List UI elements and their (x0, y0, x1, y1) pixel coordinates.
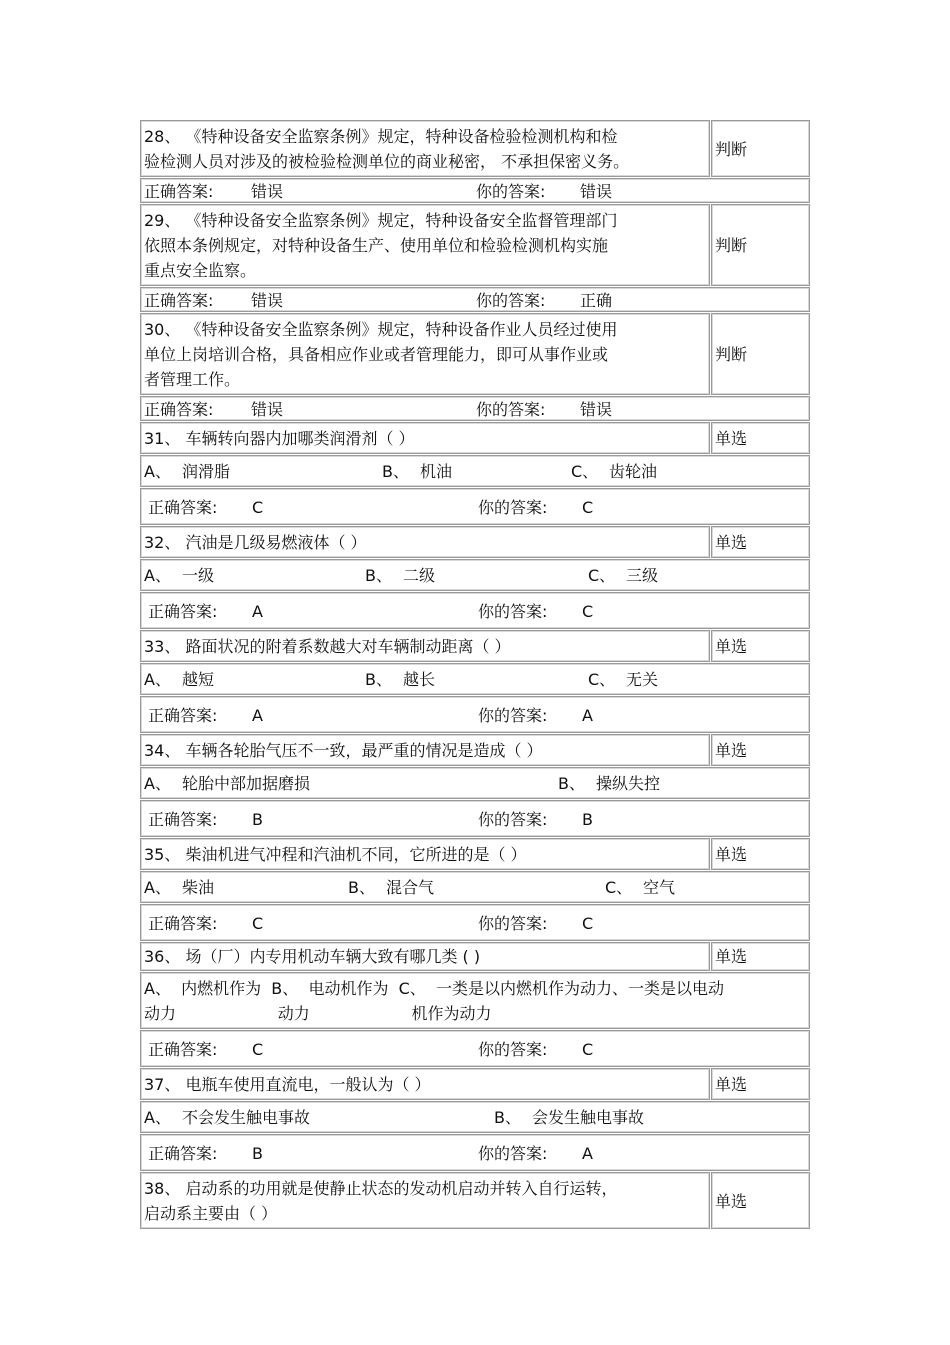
options-row (140, 455, 810, 487)
correct-answer-label: 正确答案: (144, 290, 214, 310)
option-b: B、 二级 (365, 566, 436, 585)
question-text: 37、 电瓶车使用直流电，一般认为（ ） (140, 1068, 710, 1100)
option-a: A、 柴油 (144, 878, 215, 897)
question-type: 单选 (711, 630, 810, 662)
question-row (140, 313, 810, 395)
your-answer-label: 你的答案: (478, 601, 548, 621)
answer-row (140, 287, 810, 312)
option-c: C、 空气 (605, 878, 676, 897)
question-text: 38、 启动系的功用就是使静止状态的发动机启动并转入自行运转， 启动系主要由（ ） (140, 1172, 710, 1229)
question-text: 35、 柴油机进气冲程和汽油机不同，它所进的是（ ） (140, 838, 710, 870)
your-answer-label: 你的答案: (476, 290, 546, 310)
question-row (140, 1068, 810, 1100)
option-b: B、 混合气 (348, 878, 435, 897)
answer-row (140, 488, 810, 525)
option-c: C、 三级 (588, 566, 659, 585)
your-answer-value: 错误 (580, 399, 613, 419)
answer-row (140, 1134, 810, 1171)
your-answer-value: 正确 (580, 290, 613, 310)
option-a: A、 润滑脂 (144, 462, 231, 481)
question-row (140, 1172, 810, 1229)
correct-answer-value: A (252, 601, 263, 621)
your-answer-value: C (582, 913, 594, 933)
question-text: 28、 《特种设备安全监察条例》规定，特种设备检验检测机构和检 验检测人员对涉及的被检验检测单位的商业秘密， 不承担保密义务。 (140, 120, 710, 177)
question-row (140, 204, 810, 286)
options-text: A、 内燃机作为 B、 电动机作为 C、 一类是以内燃机作为动力、一类是以电动 动力 动力 机作为动力 (140, 972, 810, 1029)
your-answer-value: C (582, 1039, 594, 1059)
your-answer-label: 你的答案: (476, 399, 546, 419)
correct-answer-label: 正确答案: (148, 913, 218, 933)
question-text: 31、 车辆转向器内加哪类润滑剂（ ） (140, 422, 710, 454)
options-row (140, 559, 810, 591)
question-row (140, 734, 810, 766)
correct-answer-value: 错误 (251, 290, 284, 310)
correct-answer-value: 错误 (251, 181, 284, 201)
options-row (140, 767, 810, 799)
correct-answer-value: C (252, 1039, 264, 1059)
option-b: B、 越长 (365, 670, 436, 689)
your-answer-label: 你的答案: (478, 705, 548, 725)
options-row (140, 663, 810, 695)
question-row (140, 942, 810, 971)
correct-answer-value: 错误 (251, 399, 284, 419)
your-answer-value: A (582, 705, 593, 725)
correct-answer-value: C (252, 497, 264, 517)
question-text: 32、 汽油是几级易燃液体（ ） (140, 526, 710, 558)
correct-answer-label: 正确答案: (144, 399, 214, 419)
question-type: 判断 (711, 204, 810, 286)
option-a: A、 轮胎中部加据磨损 (144, 774, 311, 793)
question-type: 单选 (711, 942, 810, 971)
correct-answer-label: 正确答案: (144, 181, 214, 201)
option-a: A、 不会发生触电事故 (144, 1108, 311, 1127)
question-type: 单选 (711, 422, 810, 454)
correct-answer-value: B (252, 809, 263, 829)
options-row (140, 972, 810, 1029)
option-c: C、 齿轮油 (571, 462, 658, 481)
option-b: B、 机油 (382, 462, 453, 481)
answer-row (140, 592, 810, 629)
option-a: A、 一级 (144, 566, 215, 585)
question-type: 判断 (711, 120, 810, 177)
your-answer-label: 你的答案: (478, 1143, 548, 1163)
correct-answer-value: A (252, 705, 263, 725)
answer-row (140, 696, 810, 733)
your-answer-label: 你的答案: (478, 1039, 548, 1059)
your-answer-value: A (582, 1143, 593, 1163)
question-row (140, 120, 810, 177)
correct-answer-label: 正确答案: (148, 497, 218, 517)
correct-answer-value: B (252, 1143, 263, 1163)
your-answer-label: 你的答案: (476, 181, 546, 201)
your-answer-value: B (582, 809, 593, 829)
options-row (140, 1101, 810, 1133)
question-type: 单选 (711, 1068, 810, 1100)
question-text: 34、 车辆各轮胎气压不一致，最严重的情况是造成（ ） (140, 734, 710, 766)
exam-sheet (140, 120, 810, 1230)
question-text: 36、 场（厂）内专用机动车辆大致有哪几类 ( ) (140, 942, 710, 971)
correct-answer-label: 正确答案: (148, 1143, 218, 1163)
answer-row (140, 396, 810, 421)
question-type: 单选 (711, 526, 810, 558)
your-answer-label: 你的答案: (478, 913, 548, 933)
your-answer-value: C (582, 497, 594, 517)
question-text: 33、 路面状况的附着系数越大对车辆制动距离（ ） (140, 630, 710, 662)
correct-answer-label: 正确答案: (148, 809, 218, 829)
your-answer-value: 错误 (580, 181, 613, 201)
option-a: A、 越短 (144, 670, 215, 689)
question-text: 30、 《特种设备安全监察条例》规定，特种设备作业人员经过使用 单位上岗培训合格，具备相应作业或者管理能力，即可从事作业或 者管理工作。 (140, 313, 710, 395)
correct-answer-label: 正确答案: (148, 705, 218, 725)
question-type: 单选 (711, 838, 810, 870)
question-row (140, 526, 810, 558)
answer-row (140, 178, 810, 203)
option-b: B、 会发生触电事故 (494, 1108, 645, 1127)
correct-answer-value: C (252, 913, 264, 933)
question-row (140, 838, 810, 870)
option-b: B、 操纵失控 (558, 774, 661, 793)
option-c: C、 无关 (588, 670, 659, 689)
options-row (140, 871, 810, 903)
your-answer-label: 你的答案: (478, 497, 548, 517)
correct-answer-label: 正确答案: (148, 1039, 218, 1059)
correct-answer-label: 正确答案: (148, 601, 218, 621)
question-row (140, 630, 810, 662)
question-text: 29、 《特种设备安全监察条例》规定，特种设备安全监督管理部门 依照本条例规定，对特种设备生产、使用单位和检验检测机构实施 重点安全监察。 (140, 204, 710, 286)
question-type: 单选 (711, 1172, 810, 1229)
answer-row (140, 904, 810, 941)
your-answer-label: 你的答案: (478, 809, 548, 829)
answer-row (140, 1030, 810, 1067)
your-answer-value: C (582, 601, 594, 621)
answer-row (140, 800, 810, 837)
question-type: 判断 (711, 313, 810, 395)
question-row (140, 422, 810, 454)
question-type: 单选 (711, 734, 810, 766)
